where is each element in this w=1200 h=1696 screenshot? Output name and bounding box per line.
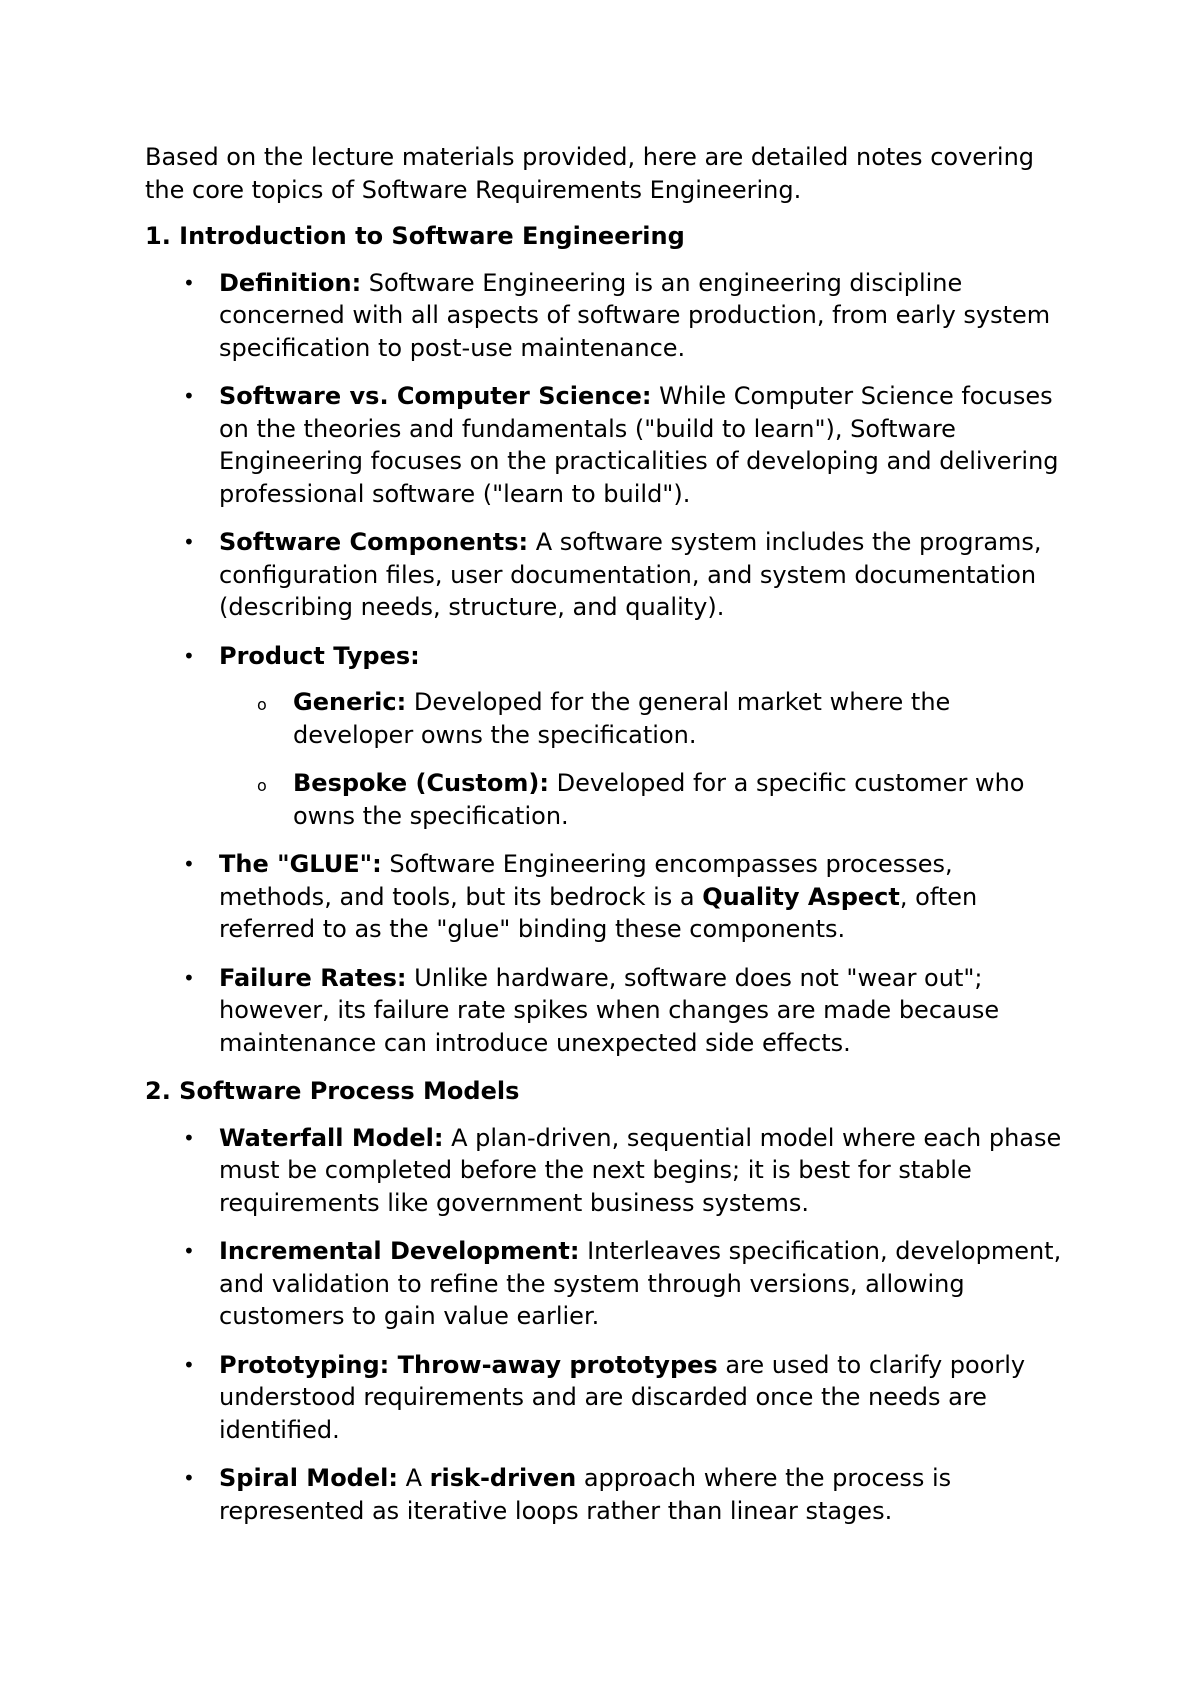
item-label: Product Types: [219, 641, 420, 670]
item-label: Failure Rates: [219, 963, 407, 992]
item-label: Spiral Model: [219, 1464, 398, 1492]
sub-item-bespoke [219, 767, 1065, 832]
list-item-definition [145, 267, 1065, 365]
list-item-prototyping [145, 1349, 1065, 1447]
item-label: Prototyping: [219, 1350, 390, 1379]
bullet-icon: • [183, 1466, 195, 1490]
sub-item-text: Developed for the general market where the developer owns the specification. [293, 688, 951, 749]
bullet-icon: • [183, 643, 195, 668]
item-text: Software Engineering is an engineering discipline concerned with all aspects of software production, from early system specification to post-use maintenance. [219, 268, 1051, 362]
item-emphasis: Throw-away prototypes [389, 1350, 718, 1379]
item-label: Incremental Development: [219, 1237, 580, 1265]
item-text: Unlike hardware, software does not "wear out"; however, its failure rate spikes when changes are made because maintenance can introduce unexpected side effects. [219, 963, 1000, 1057]
section-process-models [145, 1075, 1065, 1527]
item-label: Software vs. Computer Science: [219, 382, 652, 410]
item-text: , often referred to as the "glue" binding these components. [219, 882, 978, 943]
list-item-product-types [145, 640, 1065, 833]
item-label: Software Components: [219, 528, 529, 556]
bullet-list [145, 267, 1065, 1060]
sub-item-label: Generic: [293, 688, 407, 716]
list-item-spiral [145, 1462, 1065, 1527]
item-label: The "GLUE": [219, 850, 382, 878]
bullet-icon: • [183, 852, 195, 876]
item-text: A [397, 1464, 430, 1492]
item-label: Definition: [219, 268, 362, 297]
bullet-icon: • [183, 1352, 195, 1377]
bullet-icon: • [183, 270, 195, 295]
list-item-software-vs-cs [145, 380, 1065, 510]
section-heading: 1. Introduction to Software Engineering [145, 222, 685, 250]
bullet-icon: • [183, 384, 195, 408]
list-item-failure-rates [145, 962, 1065, 1060]
item-text: While Computer Science focuses on the theories and fundamentals ("build to learn"), Software Engineering focuses on the practicalities of developing and delivering professional software ("learn to build"). [219, 382, 1059, 508]
list-item-software-components [145, 526, 1065, 624]
item-text: A software system includes the programs, configuration files, user documentation, and system documentation (describing needs, structure, and quality). [219, 528, 1042, 621]
item-text: approach where the process is represented as iterative loops rather than linear stages. [219, 1464, 952, 1525]
list-item-incremental [145, 1235, 1065, 1333]
bullet-icon: • [183, 530, 195, 554]
bullet-icon: • [183, 1239, 195, 1263]
list-item-waterfall [145, 1122, 1065, 1220]
item-text: Interleaves specification, development, and validation to refine the system through versions, allowing customers to gain value earlier. [219, 1237, 1062, 1330]
item-emphasis: Quality Aspect [702, 882, 900, 911]
section-heading: 2. Software Process Models [145, 1077, 520, 1105]
bullet-icon: • [183, 1125, 195, 1150]
item-label: Waterfall Model: [219, 1123, 444, 1152]
bullet-list [145, 1122, 1065, 1528]
intro-paragraph: Based on the lecture materials provided, here are detailed notes covering the core topics of Software Requirements Engineering. [145, 143, 1035, 204]
sub-item-label: Bespoke (Custom): [293, 769, 549, 797]
item-emphasis: risk-driven [429, 1464, 577, 1492]
bullet-icon: • [183, 965, 195, 990]
item-text: Software Engineering encompasses processes, methods, and tools, but its bedrock is a [219, 850, 953, 911]
sub-item-text: Developed for a specific customer who owns the specification. [293, 769, 1025, 830]
sub-bullet-icon: o [257, 695, 267, 714]
sub-bullet-icon: o [257, 776, 267, 795]
list-item-glue [145, 848, 1065, 946]
item-text: A plan-driven, sequential model where each phase must be completed before the next begins; it is best for stable requirements like government business systems. [219, 1123, 1062, 1217]
sub-item-generic [219, 686, 1065, 751]
item-text: are used to clarify poorly understood requirements and are discarded once the needs are identified. [219, 1350, 1026, 1444]
section-introduction [145, 220, 1065, 1059]
sub-bullet-list [219, 686, 1065, 832]
document-page [145, 141, 1065, 1543]
